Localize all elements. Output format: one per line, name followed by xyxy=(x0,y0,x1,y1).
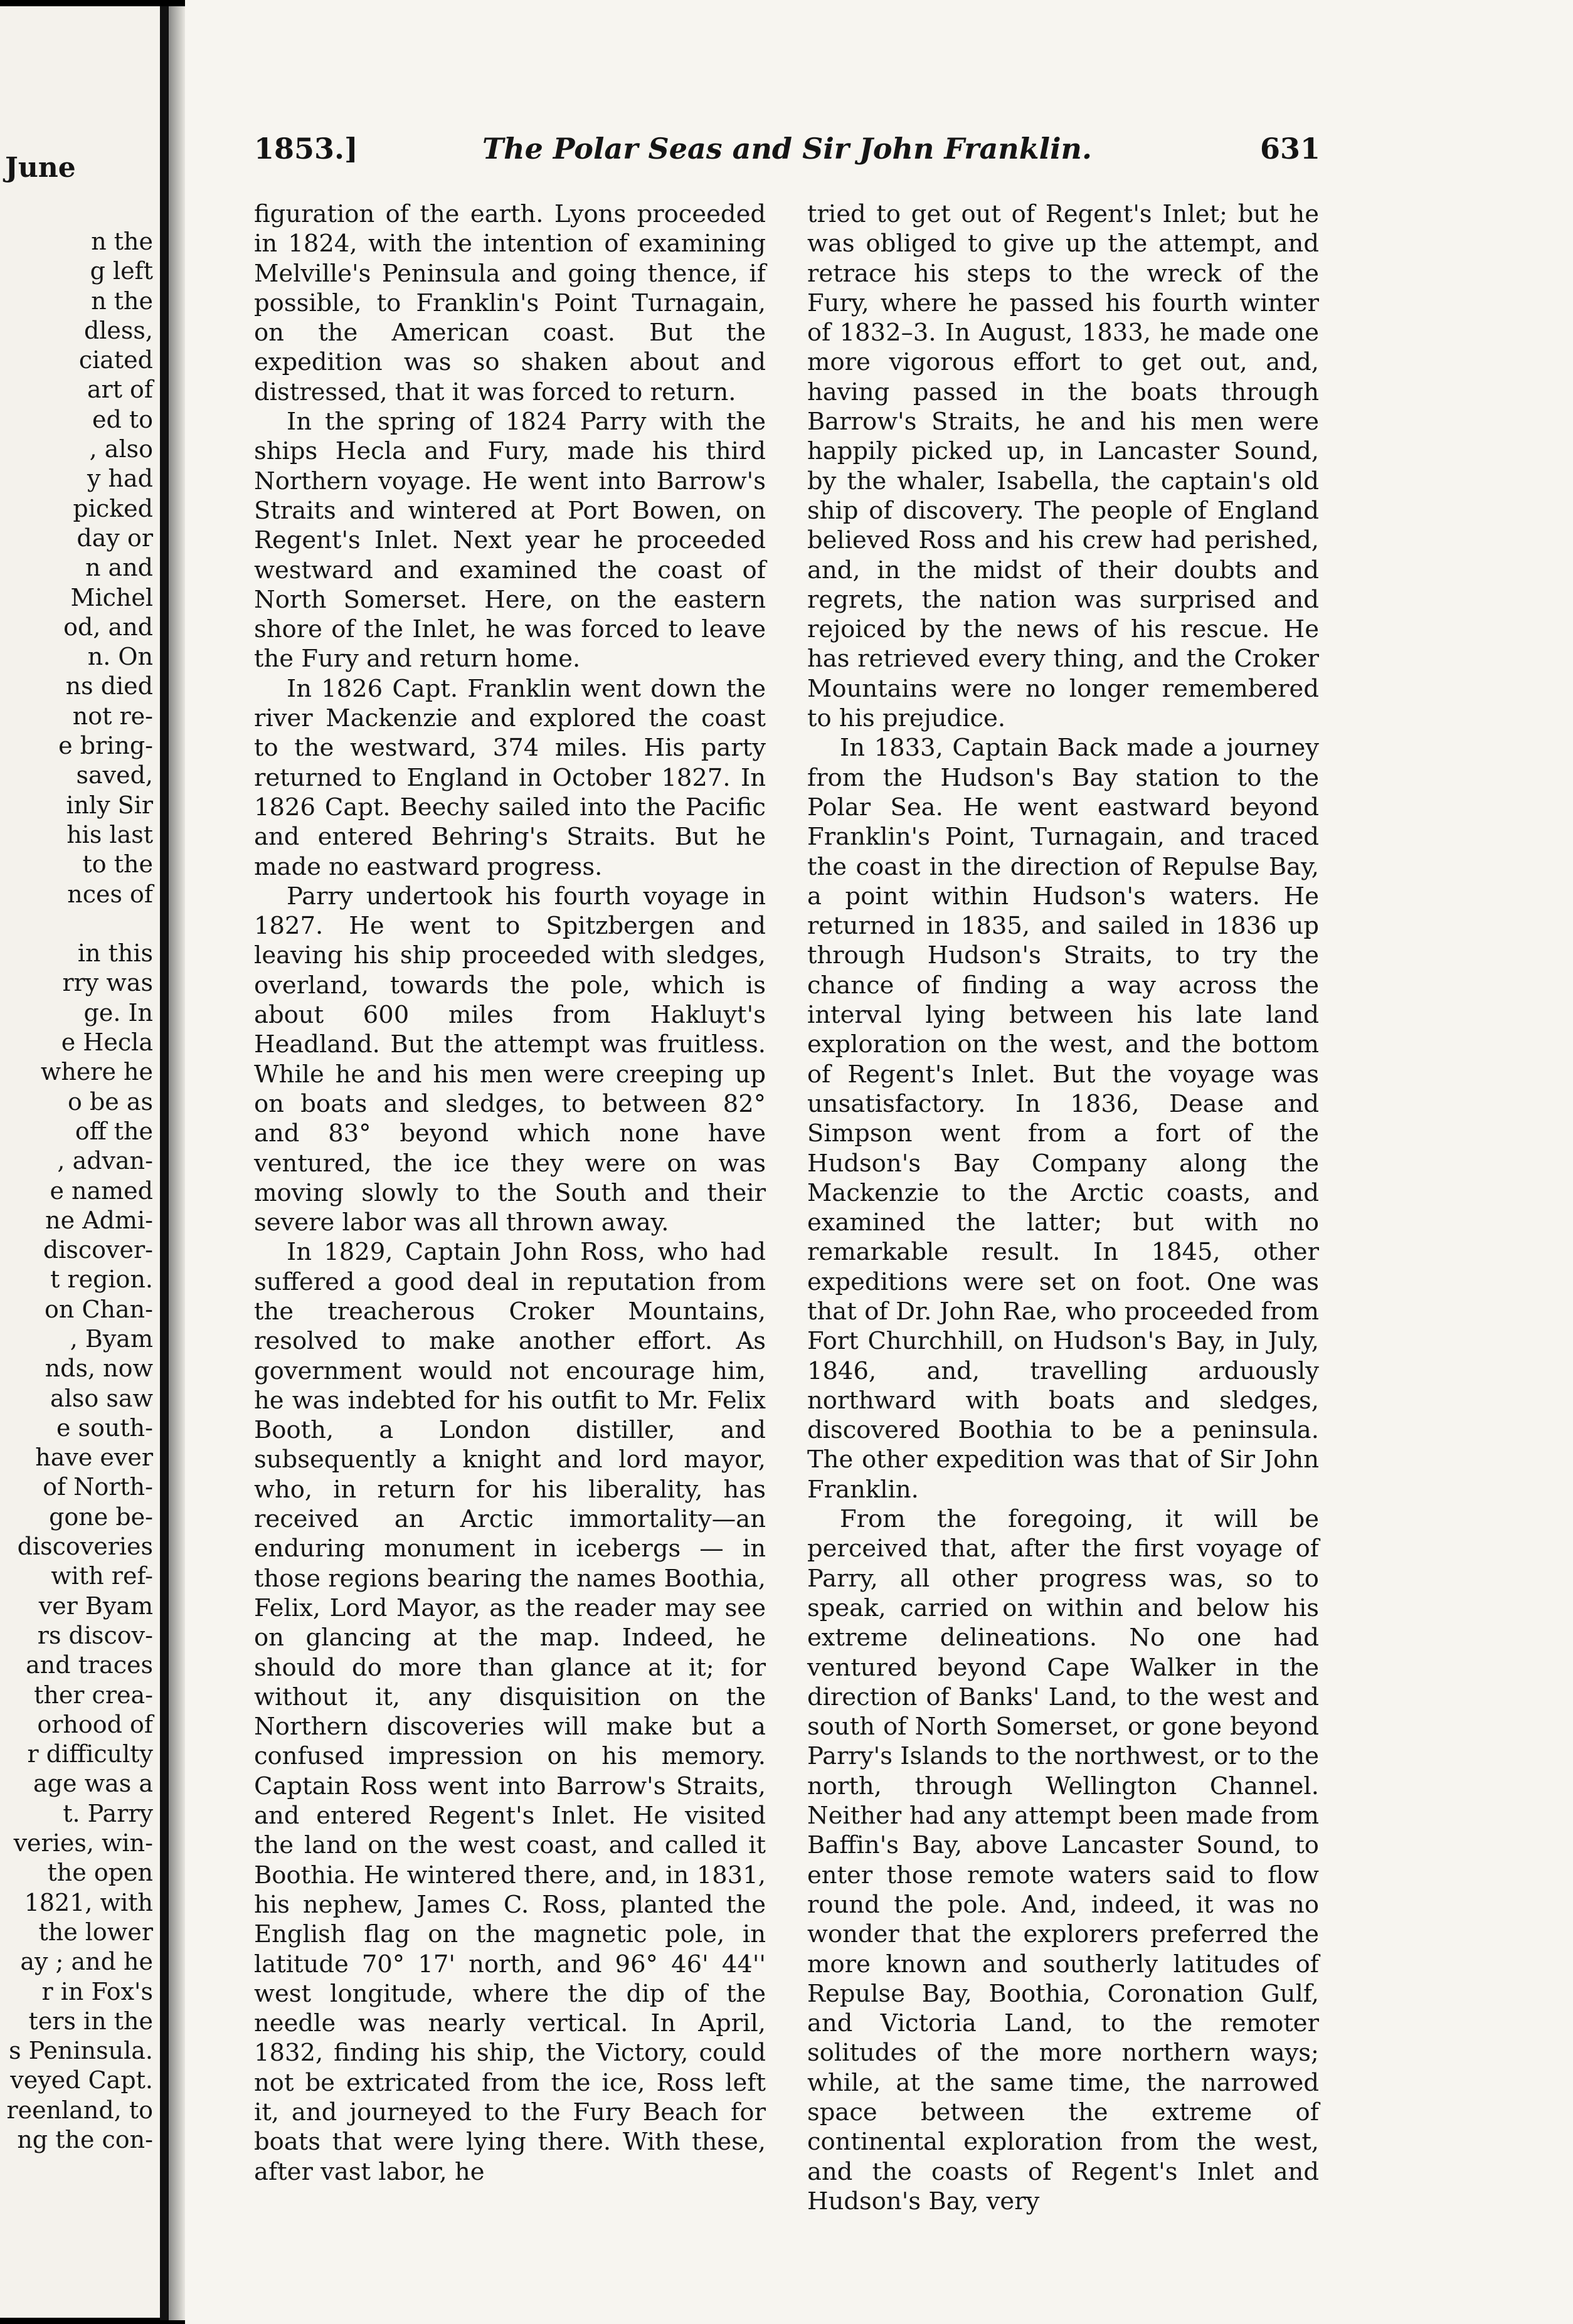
page-number: 631 xyxy=(1259,132,1320,166)
right-page xyxy=(185,0,1573,2324)
fragment-line: the open xyxy=(47,1859,153,1887)
left-page-fragment xyxy=(0,6,162,2318)
fragment-line: Michel xyxy=(70,583,153,611)
fragment-line: 1821, with xyxy=(24,1888,153,1916)
fragment-line: n. On xyxy=(87,643,153,671)
fragment-line: n the xyxy=(91,228,153,255)
header-date: 1853.] xyxy=(254,132,358,166)
text-column-left xyxy=(254,199,766,2187)
fragment-line: discover- xyxy=(43,1236,153,1264)
fragment-line: ge. In xyxy=(83,998,153,1027)
fragment-line: off the xyxy=(75,1117,153,1145)
fragment-line: and traces xyxy=(26,1651,153,1679)
fragment-line: of North- xyxy=(43,1473,153,1501)
fragment-line: e named xyxy=(50,1176,153,1205)
fragment-line: in this xyxy=(77,939,153,968)
fragment-line xyxy=(6,909,153,939)
fragment-line: day or xyxy=(77,524,153,552)
fragment-line: nces of xyxy=(67,880,153,908)
fragment-line: e Hecla xyxy=(61,1028,153,1057)
binding-gutter xyxy=(160,6,169,2320)
running-header xyxy=(254,132,1320,176)
fragment-line: n the xyxy=(91,287,153,315)
fragment-line: also saw xyxy=(50,1384,153,1412)
fragment-line: on Chan- xyxy=(45,1295,153,1323)
fragment-line: nds, now xyxy=(45,1355,153,1383)
fragment-line: ciated xyxy=(78,346,153,374)
fragment-line: saved, xyxy=(76,761,153,790)
fragment-line: rry was xyxy=(62,969,153,997)
fragment-line: dless, xyxy=(83,316,153,344)
fragment-line: ed to xyxy=(92,405,153,433)
fragment-line: od, and xyxy=(63,613,153,641)
paragraph: In 1833, Captain Back made a journey from the Hudson's Bay station to the Polar Sea. He went eastward beyond Franklin's Point, Turnagain, and traced the coast in the direction of Repulse Bay, a point within Hudson's waters. He returned in 1835, and sailed in 1836 up through Hudson's Straits, to try the chance of finding a way across the interval lying between his late land exploration on the west, and the bottom of Regent's Inlet. But the voyage was unsatisfactory. In 1836, Dease and Simpson went from a fort of the Hudson's Bay Company along the Mackenzie to the Arctic coasts, and examined the latter; but with no remarkable result. In 1845, other expeditions were set on foot. One was that of Dr. John Rae, who proceeded from Fort Churchhill, on Hudson's Bay, in July, 1846, and, travelling arduously northward with boats and sledges, discovered Boothia to be a peninsula. The other expedition was that of Sir John Franklin. xyxy=(807,734,1319,1504)
fragment-line: ay ; and he xyxy=(20,1948,153,1976)
fragment-line: , advan- xyxy=(57,1147,153,1175)
fragment-line: where he xyxy=(40,1058,153,1086)
fragment-line: t region. xyxy=(50,1265,153,1294)
fragment-line: with ref- xyxy=(51,1562,153,1590)
fragment-line: r in Fox's xyxy=(41,1977,153,2005)
fragment-line: picked xyxy=(73,494,153,522)
fragment-line: t. Parry xyxy=(63,1799,153,1827)
paragraph: tried to get out of Regent's Inlet; but he was obliged to give up the attempt, and retrace his steps to the wreck of the Fury, where he passed his fourth winter of 1832–3. In August, 1833, he made one more vigorous effort to get out, and, having passed in the boats through Barrow's Straits, he and his men were happily picked up, in Lancaster Sound, by the whaler, Isabella, the captain's old ship of discovery. The people of England believed Ross and his crew had perished, and, in the midst of their doubts and regrets, the nation was surprised and rejoiced by the news of his rescue. He has retrieved every thing, and the Croker Mountains were no longer remembered to his prejudice. xyxy=(807,200,1319,733)
fragment-line: ng the con- xyxy=(17,2126,153,2153)
fragment-line: , also xyxy=(89,435,153,463)
fragment-line: ns died xyxy=(65,672,153,700)
paragraph: From the foregoing, it will be perceived that, after the first voyage of Parry, all other progress was, so to speak, carried on within and below his extreme delineations. No one had ventured beyond Cape Walker in the direction of Banks' Land, to the west and south of North Somerset, or gone beyond Parry's Islands to the northwest, or to the north, through Wellington Channel. Neither had any attempt been made from Baffin's Bay, above Lancaster Sound, to enter those remote waters said to flow round the pole. And, indeed, it was no wonder that the explorers preferred the more known and southerly latitudes of Repulse Bay, Boothia, Coronation Gulf, and Victoria Land, to the remoter solitudes of the more northern ways; while, at the same time, the narrowed space between the extreme of continental exploration from the west, and the coasts of Regent's Inlet and Hudson's Bay, very xyxy=(807,1505,1319,2216)
fragment-line: ne Admi- xyxy=(45,1206,153,1234)
fragment-line: not re- xyxy=(72,702,153,730)
fragment-line: art of xyxy=(87,376,153,404)
fragment-line: age was a xyxy=(33,1770,153,1798)
text-column-right xyxy=(807,199,1319,2216)
fragment-line: n and xyxy=(85,554,153,582)
paragraph: In the spring of 1824 Parry with the ships Hecla and Fury, made his third Northern voyage. He went into Barrow's Straits and wintered at Port Bowen, on Regent's Inlet. Next year he proceeded westward and examined the coast of North Somerset. Here, on the eastern shore of the Inlet, he was forced to leave the Fury and return home. xyxy=(254,408,766,673)
paragraph: In 1826 Capt. Franklin went down the river Mackenzie and explored the coast to the westward, 374 miles. His party returned to England in October 1827. In 1826 Capt. Beechy sailed into the Pacific and entered Behring's Straits. But he made no eastward progress. xyxy=(254,674,766,881)
fragment-line: ther crea- xyxy=(34,1681,153,1709)
fragment-line: s Peninsula. xyxy=(9,2037,153,2065)
fragment-line: ters in the xyxy=(28,2007,153,2035)
left-page-header: June xyxy=(5,152,76,184)
fragment-line: veries, win- xyxy=(13,1829,153,1857)
fragment-line: r difficulty xyxy=(27,1740,153,1768)
fragment-line: veyed Capt. xyxy=(10,2066,153,2094)
running-title: The Polar Seas and Sir John Franklin. xyxy=(482,132,1093,166)
fragment-line: rs discov- xyxy=(37,1621,153,1649)
fragment-line: orhood of xyxy=(37,1710,153,1738)
fragment-line: ver Byam xyxy=(38,1592,153,1620)
paragraph: figuration of the earth. Lyons proceeded in 1824, with the intention of examining Melville's Peninsula and going thence, if possible, to Franklin's Point Turnagain, on the American coast. But the expedition was so shaken about and distressed, that it was forced to return. xyxy=(254,200,766,406)
left-page-text xyxy=(6,227,153,2155)
fragment-line: have ever xyxy=(35,1444,153,1472)
fragment-line: o be as xyxy=(67,1087,153,1116)
fragment-line: y had xyxy=(87,465,153,493)
fragment-line: e bring- xyxy=(58,732,153,760)
fragment-line: , Byam xyxy=(70,1324,153,1353)
fragment-line: e south- xyxy=(56,1413,153,1442)
fragment-line: discoveries xyxy=(17,1533,153,1561)
fragment-line: gone be- xyxy=(49,1503,153,1531)
paragraph: In 1829, Captain John Ross, who had suffered a good deal in reputation from the treacherous Croker Mountains, resolved to make another effort. As government would not encourage him, he was indebted for his outfit to Mr. Felix Booth, a London distiller, and subsequently a knight and lord mayor, who, in return for his liberality, has received an Arctic immortality—an enduring monument in icebergs — in those regions bearing the names Boothia, Felix, Lord Mayor, as the reader may see on glancing at the map. Indeed, he should do more than glance at it; for without it, any disquisition on the Northern discoveries will make but a confused impression on his memory. Captain Ross went into Barrow's Straits, and entered Regent's Inlet. He visited the land on the west coast, and called it Boothia. He wintered there, and, in 1831, his nephew, James C. Ross, planted the English flag on the magnetic pole, in latitude 70° 17' north, and 96° 46' 44'' west longitude, where the dip of the needle was nearly vertical. In April, 1832, finding his ship, the Victory, could not be extricated from the ice, Ross left it, and journeyed to the Fury Beach for boats that were lying there. With these, after vast labor, he xyxy=(254,1238,766,2186)
fragment-line: inly Sir xyxy=(66,791,153,819)
paragraph: Parry undertook his fourth voyage in 1827. He went to Spitzbergen and leaving his ship proceeded with sledges, overland, towards the pole, which is about 600 miles from Hakluyt's Headland. But the attempt was fruitless. While he and his men were creeping up on boats and sledges, to between 82° and 83° beyond which none have ventured, the ice they were on was moving slowly to the South and their severe labor was all thrown away. xyxy=(254,882,766,1237)
fragment-line: to the xyxy=(82,850,153,879)
fragment-line: the lower xyxy=(38,1918,153,1946)
fragment-line: reenland, to xyxy=(6,2096,153,2124)
fragment-line: g left xyxy=(90,257,153,285)
fragment-line: his last xyxy=(66,820,153,848)
gutter-shadow xyxy=(169,6,185,2320)
